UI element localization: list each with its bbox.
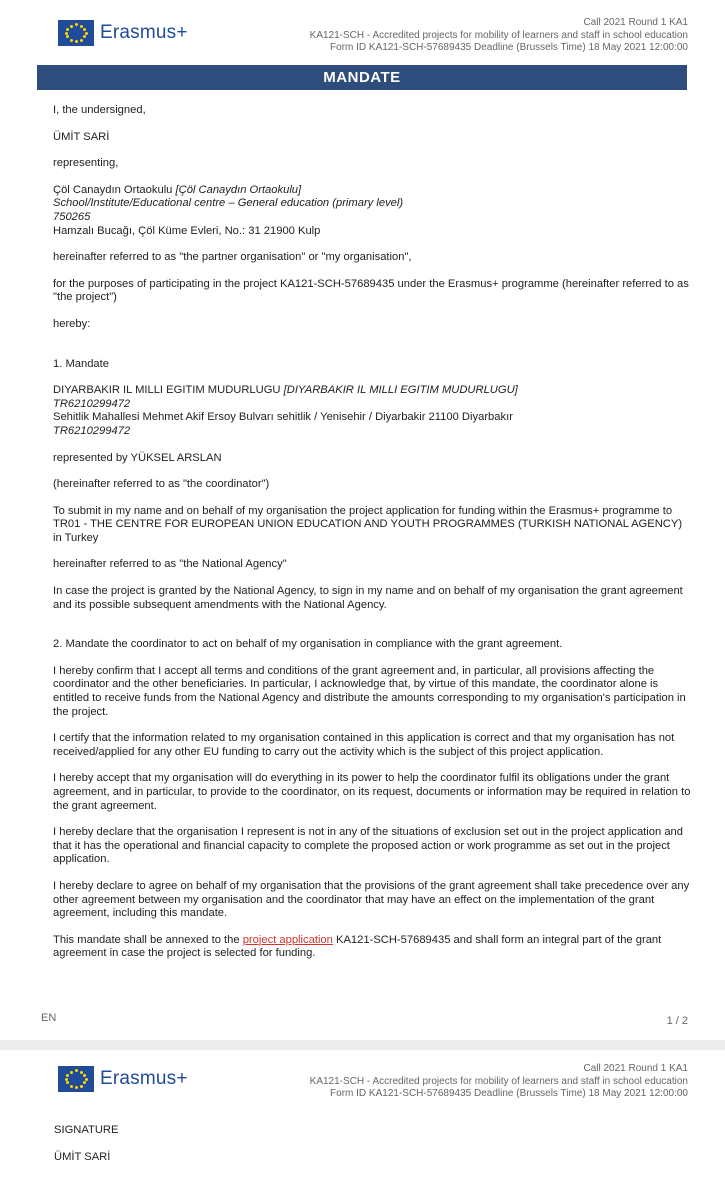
header-info-page-2 (310, 1063, 688, 1101)
org-name: Çöl Canaydın Ortaokulu (53, 183, 173, 196)
header-info (310, 17, 688, 55)
submit-text: To submit in my name and on behalf of my organisation the project application for funding within the Erasmus+ programme to TR01 - THE CENTRE FOR EUROPEAN UNION EDUCATION AND YOUTH PROGRAMMES (TURKISH NATIONAL AGENCY) in Turkey (53, 504, 683, 544)
signature-block (54, 1124, 118, 1177)
eu-flag-icon (58, 20, 94, 46)
organisation-block (53, 184, 693, 238)
org-name-bracket: [Çöl Canaydın Ortaokulu] (175, 183, 302, 196)
referred-coordinator-text: (hereinafter referred to as "the coordinator") (53, 478, 270, 491)
language-label: EN (41, 1012, 57, 1024)
mandate-body (53, 104, 693, 974)
org-address: Hamzalı Bucağı, Çöl Küme Evleri, No.: 31 21900 Kulp (53, 224, 321, 237)
action-label: KA121-SCH - Accredited projects for mobility of learners and staff in school education (309, 1075, 688, 1087)
granted-text: In case the project is granted by the National Agency, to sign in my name and on behalf of my organisation the grant agreement and its possible subsequent amendments with the National Agency. (53, 585, 683, 611)
form-id-label: Form ID KA121-SCH-57689435 Deadline (Brussels Time) 18 May 2021 12:00:00 (330, 42, 688, 53)
certify-text: I certify that the information related to my organisation contained in this application is correct and that my organisation has not received/applied for any other EU funding to carry out the activity which is the subject of this project application. (53, 732, 675, 758)
referred-na-text: hereinafter referred to as "the National Agency" (53, 558, 287, 571)
coord-address: Sehitlik Mahallesi Mehmet Akif Ersoy Bulvarı sehitlik / Yenisehir / Diyarbakir 21100 Diyarbakır (53, 411, 513, 424)
form-id-label: Form ID KA121-SCH-57689435 Deadline (Brussels Time) 18 May 2021 12:00:00 (330, 1088, 688, 1099)
section-1-heading: 1. Mandate (53, 357, 109, 370)
org-code: 750265 (53, 210, 91, 223)
represented-by-text: represented by YÜKSEL ARSLAN (53, 451, 222, 464)
erasmus-logo (58, 20, 188, 46)
purposes-text: for the purposes of participating in the project KA121-SCH-57689435 under the Erasmus+ programme (hereinafter referred to as "the project") (53, 277, 689, 304)
call-label: Call 2021 Round 1 KA1 (583, 1063, 688, 1074)
annex-text (53, 934, 693, 961)
coordinator-block (53, 384, 693, 438)
eu-flag-icon (58, 1066, 94, 1092)
logo-text: Erasmus+ (100, 22, 188, 43)
signature-label: SIGNATURE (54, 1124, 119, 1136)
signature-name: ÜMİT SARİ (54, 1150, 111, 1163)
annex-text-post: KA121-SCH-57689435 and shall form an integral part of the grant agreement in case the project is selected for funding. (53, 933, 662, 960)
coord-name: DIYARBAKIR IL MILLI EGITIM MUDURLUGU (53, 384, 281, 397)
document-title: MANDATE (37, 65, 687, 90)
logo-text: Erasmus+ (100, 1068, 188, 1089)
page-number: 1 / 2 (666, 1015, 688, 1027)
signer-name: ÜMİT SARİ (53, 130, 110, 143)
coord-id: TR6210299472 (53, 397, 131, 410)
representing-text: representing, (53, 157, 119, 170)
call-label: Call 2021 Round 1 KA1 (583, 17, 688, 28)
undersigned-text: I, the undersigned, (53, 104, 146, 116)
accept-text: I hereby accept that my organisation will do everything in its power to help the coordinator fulfil its obligations under the grant agreement, and in particular, to provide to the coordinator, on its request, documents or information may be required in relation to the grant agreement. (53, 772, 691, 812)
annex-text-pre: This mandate shall be annexed to the (53, 933, 243, 946)
section-2-heading: 2. Mandate the coordinator to act on behalf of my organisation in compliance with the grant agreement. (53, 638, 563, 651)
org-type: School/Institute/Educational centre – General education (primary level) (53, 197, 404, 210)
erasmus-logo-page-2 (58, 1066, 188, 1092)
coord-id-2: TR6210299472 (53, 424, 131, 437)
confirm-text: I hereby confirm that I accept all terms and conditions of the grant agreement and, in particular, all provisions affecting the coordinator and the other beneficiaries. In particular, I acknowledge that, by virtue of this mandate, the coordinator alone is entitled to receive funds from the National Agency and distribute the amounts corresponding to my organisation's participation in the project. (53, 664, 686, 718)
coord-name-bracket: [DIYARBAKIR IL MILLI EGITIM MUDURLUGU] (283, 384, 518, 397)
declare-text: I hereby declare that the organisation I represent is not in any of the situations of exclusion set out in the project application and that it has the operational and financial capacity to complete the proposed action or work programme as set out in the project application. (53, 826, 683, 866)
project-application-link[interactable]: project application (242, 933, 333, 946)
referred-partner-text: hereinafter referred to as "the partner organisation" or "my organisation", (53, 251, 412, 264)
hereby-text: hereby: (53, 317, 91, 330)
action-label: KA121-SCH - Accredited projects for mobility of learners and staff in school education (309, 29, 688, 41)
agree-text: I hereby declare to agree on behalf of my organisation that the provisions of the grant agreement shall take precedence over any other agreement between my organisation and the coordinator that may have an effect on the implementation of the grant agreement, including this mandate. (53, 879, 690, 920)
